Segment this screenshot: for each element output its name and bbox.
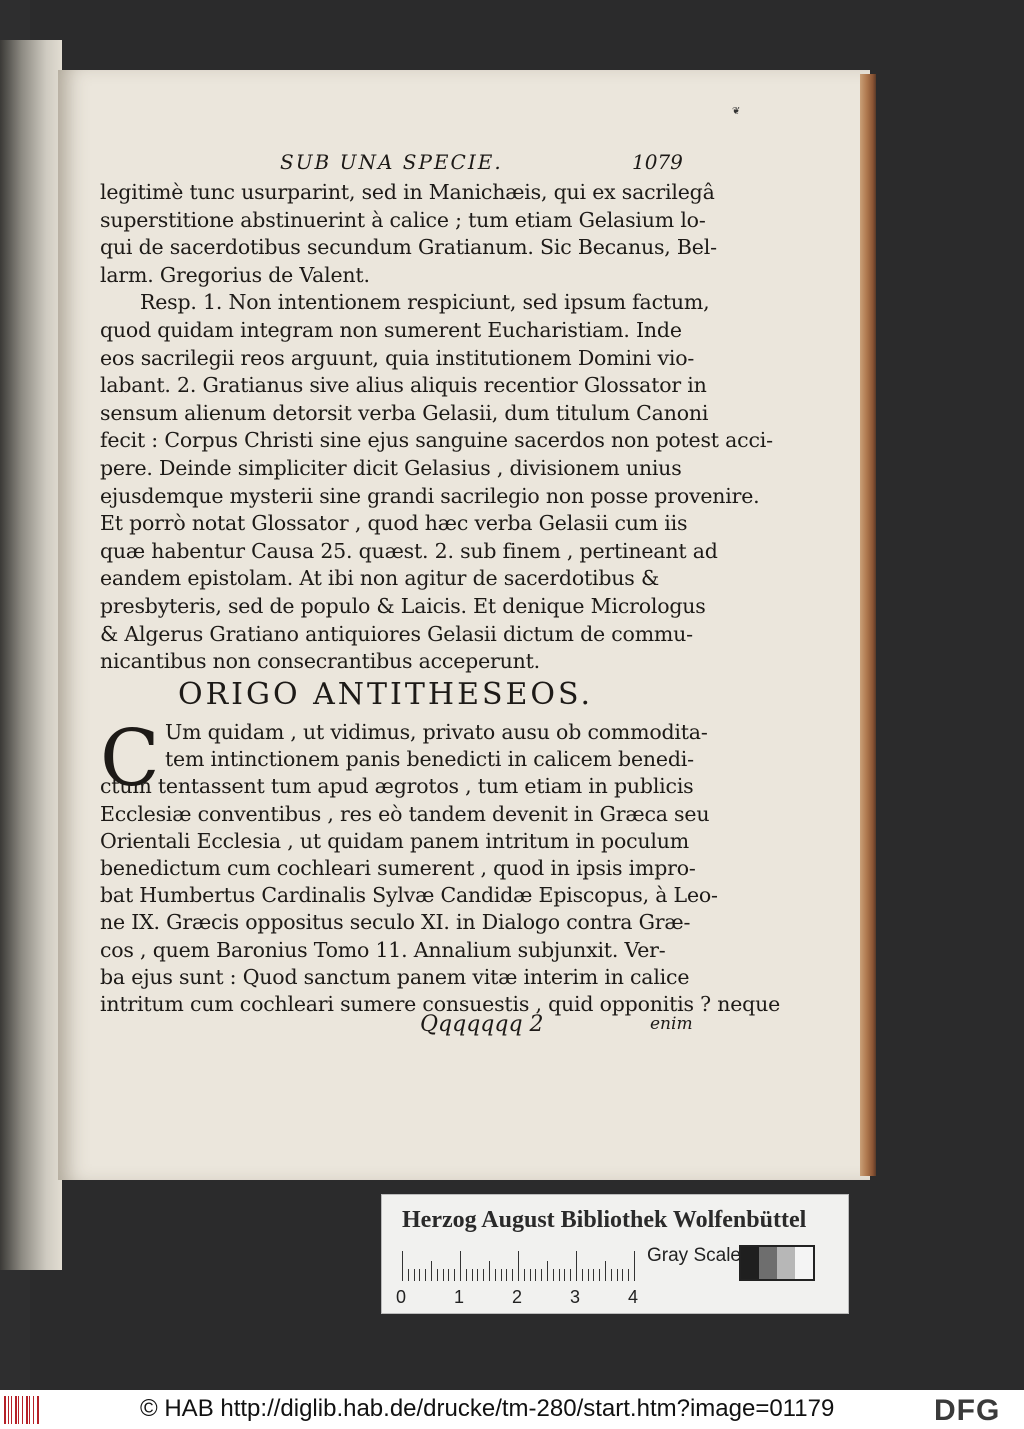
gray-swatch <box>759 1247 777 1279</box>
signature-mark: Qqqqqqq 2 <box>420 1012 544 1037</box>
ruler-tick <box>501 1269 502 1281</box>
ruler-tick <box>588 1269 589 1281</box>
ruler-tick <box>599 1269 600 1281</box>
gray-swatch <box>777 1247 795 1279</box>
text-line: Resp. 1. Non intentionem respiciunt, sed ipsum factum, <box>140 290 710 315</box>
ruler-tick <box>431 1261 432 1281</box>
scale-ruler <box>402 1247 632 1281</box>
text-line: ejusdemque mysterii sine grandi sacrilegio non posse provenire. <box>100 483 760 508</box>
text-line: eos sacrilegii reos arguunt, quia institutionem Domini vio- <box>100 345 695 370</box>
section-title: ORIGO ANTITHESEOS. <box>178 677 594 712</box>
ruler-tick <box>535 1269 536 1281</box>
barcode-bar <box>15 1396 17 1424</box>
gray-swatch <box>795 1247 813 1279</box>
ruler-tick <box>524 1269 525 1281</box>
running-head: SUB UNA SPECIE. <box>280 150 503 174</box>
ruler-tick <box>611 1269 612 1281</box>
text-line: bat Humbertus Cardinalis Sylvæ Candidæ Episcopus, à Leo- <box>100 883 718 908</box>
text-line: quæ habentur Causa 25. quæst. 2. sub finem , pertineant ad <box>100 538 718 563</box>
ruler-tick <box>541 1269 542 1281</box>
ruler-tick <box>518 1251 519 1281</box>
ruler-tick <box>570 1269 571 1281</box>
barcode-bar <box>26 1396 28 1424</box>
copyright-url[interactable]: © HAB http://diglib.hab.de/drucke/tm-280/start.htm?image=01179 <box>140 1395 835 1422</box>
ruler-tick <box>448 1269 449 1281</box>
ruler-tick <box>512 1269 513 1281</box>
barcode-bar <box>29 1396 30 1424</box>
barcode-icon <box>4 1396 44 1424</box>
ruler-tick <box>605 1261 606 1281</box>
text-line: nicantibus non consecrantibus acceperunt. <box>100 649 540 674</box>
barcode-bar <box>11 1396 12 1424</box>
barcode-bar <box>18 1396 19 1424</box>
text-line: larm. Gregorius de Valent. <box>100 262 370 287</box>
ruler-tick <box>472 1269 473 1281</box>
text-line: & Algerus Gratiano antiquiores Gelasii dictum de commu- <box>100 621 693 646</box>
text-line: sensum alienum detorsit verba Gelasii, dum titulum Canoni <box>100 400 709 425</box>
gray-scale-label: Gray Scale <box>647 1245 741 1266</box>
text-line: Orientali Ecclesia , ut quidam panem intritum in poculum <box>100 828 689 853</box>
ruler-tick <box>564 1269 565 1281</box>
ruler-tick <box>477 1269 478 1281</box>
text-line: cos , quem Baronius Tomo 11. Annalium subjunxit. Ver- <box>100 937 666 962</box>
ruler-tick <box>419 1269 420 1281</box>
text-line: Ecclesiæ conventibus , res eò tandem devenit in Græca seu <box>100 801 710 826</box>
barcode-bar <box>33 1396 34 1424</box>
scale-label: 4 <box>628 1287 639 1307</box>
barcode-bar <box>4 1396 6 1424</box>
ruler-tick <box>402 1251 403 1281</box>
text-line: Et porrò notat Glossator , quod hæc verba Gelasii cum iis <box>100 511 688 536</box>
ruler-tick <box>454 1269 455 1281</box>
ruler-tick <box>576 1251 577 1281</box>
ruler-tick <box>582 1269 583 1281</box>
ruler-tick <box>622 1269 623 1281</box>
ruler-tick <box>437 1269 438 1281</box>
text-line: Um quidam , ut vidimus, privato ausu ob commodita- <box>165 720 708 744</box>
page-number: 1079 <box>632 150 683 174</box>
dfg-logo: DFG <box>934 1394 1001 1427</box>
text-line: presbyteris, sed de populo & Laicis. Et denique Micrologus <box>100 594 706 618</box>
text-line: ne IX. Græcis oppositus seculo XI. in Dialogo contra Græ- <box>100 910 691 935</box>
text-line: intritum cum cochleari sumere consuestis , quid opponitis ? neque <box>100 992 781 1016</box>
ruler-tick <box>425 1269 426 1281</box>
ruler-tick <box>414 1269 415 1281</box>
catchword: enim <box>650 1014 693 1034</box>
scale-label: 2 <box>512 1287 523 1307</box>
text-line: legitimè tunc usurparint, sed in Manichæis, qui ex sacrilegâ <box>100 180 715 204</box>
ruler-tick <box>559 1269 560 1281</box>
footer-bar <box>0 1390 1024 1429</box>
ruler-tick <box>483 1269 484 1281</box>
ruler-tick <box>408 1269 409 1281</box>
barcode-bar <box>37 1396 39 1424</box>
scale-label: 0 <box>396 1287 407 1307</box>
ruler-tick <box>628 1269 629 1281</box>
text-line: qui de sacerdotibus secundum Gratianum. Sic Becanus, Bel- <box>100 235 717 260</box>
ruler-tick <box>506 1269 507 1281</box>
text-line: labant. 2. Gratianus sive alius aliquis recentior Glossator in <box>100 373 707 398</box>
ruler-tick <box>460 1251 461 1281</box>
text-line: benedictum cum cochleari sumerent , quod in ipsis impro- <box>100 856 696 880</box>
adjacent-page-edge <box>0 40 62 1270</box>
ruler-tick <box>617 1269 618 1281</box>
text-line: ctum tentassent tum apud ægrotos , tum etiam in publicis <box>100 774 694 799</box>
library-name: Herzog August Bibliothek Wolfenbüttel <box>402 1207 807 1233</box>
ink-mark: ❦ <box>732 106 741 117</box>
ruler-tick <box>495 1269 496 1281</box>
ruler-tick <box>489 1261 490 1281</box>
text-line: eandem epistolam. At ibi non agitur de sacerdotibus & <box>100 566 659 591</box>
color-reference-card <box>381 1194 849 1314</box>
ruler-tick <box>553 1269 554 1281</box>
page-fore-edge <box>860 74 876 1176</box>
text-line: pere. Deinde simpliciter dicit Gelasius , divisionem unius <box>100 456 682 480</box>
ruler-tick <box>530 1269 531 1281</box>
ruler-tick <box>466 1269 467 1281</box>
gray-scale-swatches <box>739 1245 815 1281</box>
drop-cap: C <box>100 714 160 804</box>
ruler-tick <box>443 1269 444 1281</box>
text-line: superstitione abstinuerint à calice ; tum etiam Gelasium lo- <box>100 207 706 232</box>
barcode-bar <box>8 1396 9 1424</box>
ruler-tick <box>634 1251 635 1281</box>
ruler-tick <box>593 1269 594 1281</box>
scale-label: 3 <box>570 1287 581 1307</box>
text-line: tem intinctionem panis benedicti in calicem benedi- <box>165 747 694 772</box>
text-line: ba ejus sunt : Quod sanctum panem vitæ interim in calice <box>100 964 690 989</box>
scale-label: 1 <box>454 1287 465 1307</box>
text-line: quod quidam integram non sumerent Eucharistiam. Inde <box>100 318 682 342</box>
barcode-bar <box>22 1396 23 1424</box>
text-line: fecit : Corpus Christi sine ejus sanguine sacerdos non potest acci- <box>100 428 773 453</box>
ruler-tick <box>547 1261 548 1281</box>
gray-swatch <box>741 1247 759 1279</box>
